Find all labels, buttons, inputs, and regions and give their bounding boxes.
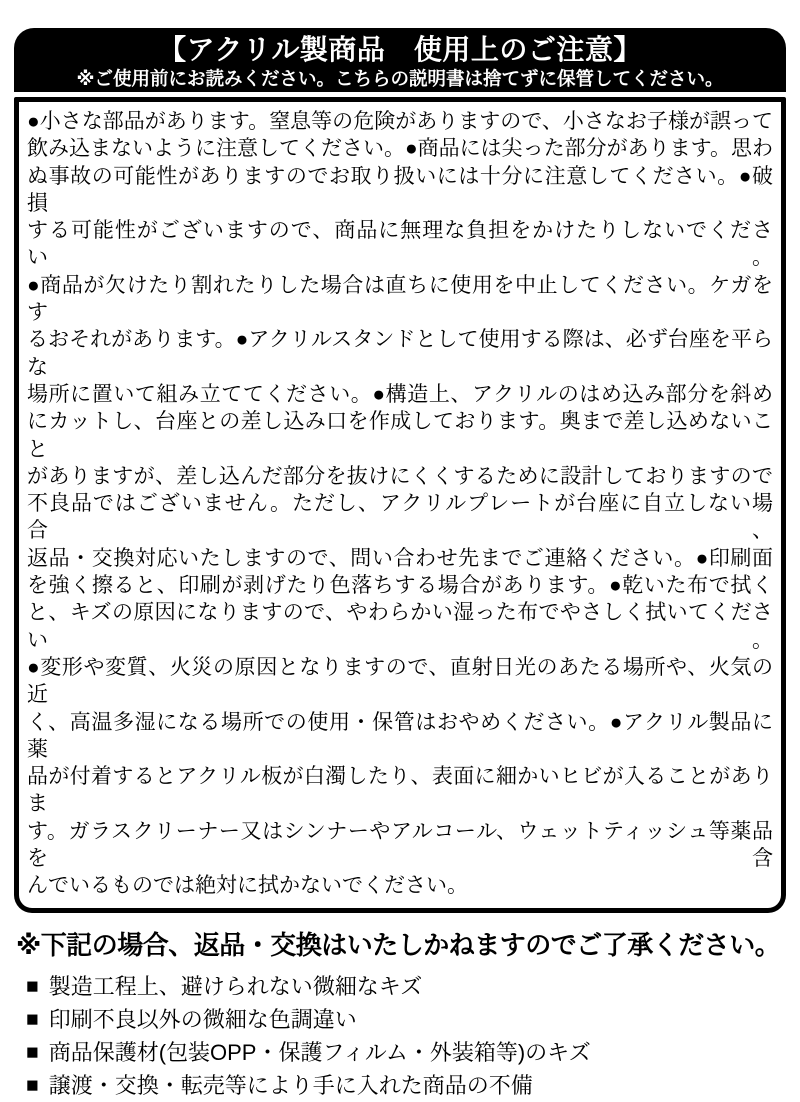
notice-line: 不良品ではございません。ただし、アクリルプレートが台座に自立しない場合、	[27, 492, 773, 543]
notice-body	[14, 97, 786, 913]
returns-item-label: 製造工程上、避けられない微細なキズ	[48, 973, 423, 999]
notice-line: する可能性がございますので、商品に無理な負担をかけたりしないでください。	[27, 219, 773, 270]
notice-body-text	[27, 108, 773, 900]
returns-item-label: 譲渡・交換・転売等により手に入れた商品の不備	[48, 1072, 533, 1098]
notice-line: がありますが、差し込んだ部分を抜けにくくするために設計しておりますので	[27, 464, 773, 488]
notice-line: ぬ事故の可能性がありますのでお取り扱いには十分に注意してください。●破損	[27, 164, 773, 215]
notice-line: す。ガラスクリーナー又はシンナーやアルコール、ウェットティッシュ等薬品を含	[27, 819, 773, 871]
instruction-sheet	[0, 28, 800, 1098]
notice-line: んでいるものでは絶対に拭かないでください。	[27, 874, 468, 898]
notice-card	[14, 28, 786, 913]
notice-line: く、高温多湿になる場所での使用・保管はおやめください。●アクリル製品に薬	[27, 710, 773, 761]
returns-item-label: 印刷不良以外の微細な色調違い	[48, 1006, 357, 1032]
square-bullet-icon: ■	[26, 1073, 39, 1097]
notice-line: ●小さな部品があります。窒息等の危険がありますので、小さなお子様が誤って	[27, 110, 773, 133]
notice-line: 返品・交換対応いたしますので、問い合わせ先までご連絡ください。●印刷面	[27, 546, 773, 570]
notice-line: と、キズの原因になりますので、やわらかい湿った布でやさしく拭いてください。	[27, 601, 773, 652]
returns-policy-list	[26, 970, 800, 1102]
notice-line: 品が付着するとアクリル板が白濁したり、表面に細かいヒビが入ることがありま	[27, 765, 773, 816]
square-bullet-icon: ■	[26, 1007, 39, 1031]
notice-card-header	[14, 28, 786, 92]
notice-line: 場所に置いて組み立ててください。●構造上、アクリルのはめ込み部分を斜め	[27, 382, 773, 406]
returns-item	[26, 1003, 800, 1036]
returns-item-label: 商品保護材(包装OPP・保護フィルム・外装箱等)のキズ	[48, 1039, 591, 1065]
returns-policy-heading: ※下記の場合、返品・交換はいたしかねますのでご了承ください。	[16, 929, 781, 960]
notice-title: 【アクリル製商品 使用上のご注意】	[158, 34, 642, 65]
notice-line: ●変形や変質、火災の原因となりますので、直射日光のあたる場所や、火気の近	[27, 655, 773, 707]
returns-item	[26, 970, 800, 1003]
notice-line: を強く擦ると、印刷が剥げたり色落ちする場合があります。●乾いた布で拭く	[27, 574, 773, 598]
notice-line: るおそれがあります。●アクリルスタンドとして使用する際は、必ず台座を平らな	[27, 328, 773, 379]
notice-line: 飲み込まないように注意してください。●商品には尖った部分があります。思わ	[27, 137, 774, 161]
notice-subtitle: ※ご使用前にお読みください。こちらの説明書は捨てずに保管してください。	[76, 68, 724, 89]
notice-line: ●商品が欠けたり割れたりした場合は直ちに使用を中止してください。ケガをす	[27, 273, 773, 325]
notice-line: にカットし、台座との差し込み口を作成しております。奥まで差し込めないこと	[27, 410, 773, 461]
returns-item	[26, 1069, 800, 1102]
square-bullet-icon: ■	[26, 1040, 39, 1064]
square-bullet-icon: ■	[26, 974, 39, 998]
returns-item	[26, 1036, 800, 1069]
